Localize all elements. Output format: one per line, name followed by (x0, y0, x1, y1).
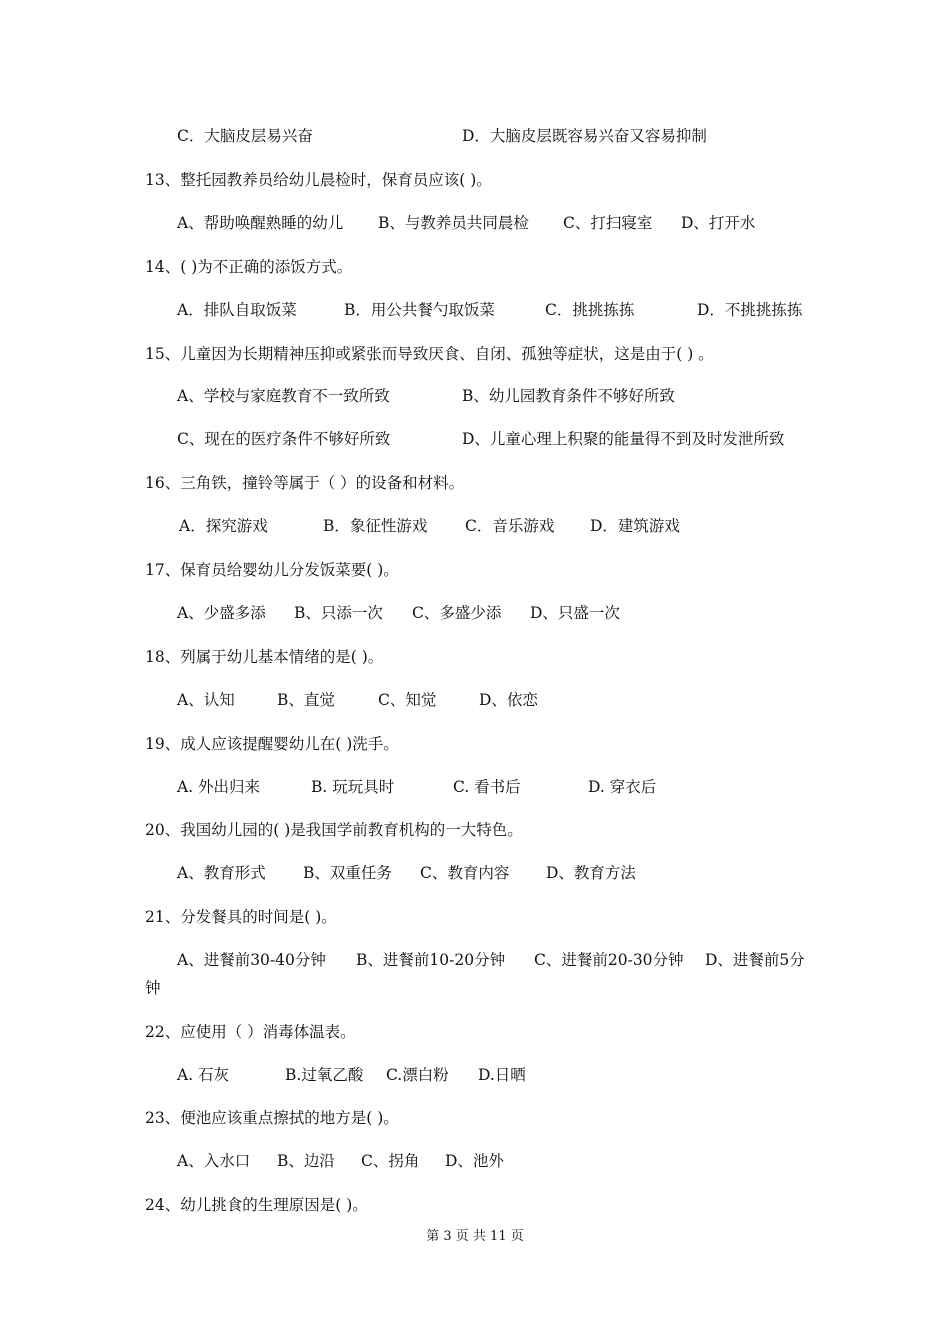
q22-option-c: C.漂白粉 (386, 1066, 449, 1084)
q16-option-a: A．探究游戏 (179, 517, 268, 535)
q17-option-d: D、只盛一次 (530, 604, 620, 622)
q18-option-d: D、依恋 (479, 691, 538, 709)
q16-option-d: D．建筑游戏 (590, 517, 680, 535)
q23-option-d: D、池外 (445, 1152, 504, 1170)
q15-stem: 15、儿童因为长期精神压抑或紧张而导致厌食、自闭、孤独等症状，这是由于( ) 。 (145, 345, 714, 363)
q22-stem: 22、应使用（ ）消毒体温表。 (145, 1023, 356, 1041)
q18-stem: 18、列属于幼儿基本情绪的是( )。 (145, 648, 384, 666)
q12-option-d: D．大脑皮层既容易兴奋又容易抑制 (462, 127, 707, 145)
q20-option-a: A、教育形式 (177, 864, 266, 882)
q20-option-d: D、教育方法 (546, 864, 636, 882)
q21-option-b: B、进餐前10-20分钟 (356, 951, 506, 969)
q19-option-d: D. 穿衣后 (588, 778, 657, 796)
q19-option-c: C. 看书后 (453, 778, 521, 796)
q17-option-b: B、只添一次 (294, 604, 383, 622)
q22-option-a: A. 石灰 (177, 1066, 230, 1084)
q20-stem: 20、我国幼儿园的( )是我国学前教育机构的一大特色。 (145, 821, 523, 839)
q15-option-d: D、儿童心理上积聚的能量得不到及时发泄所致 (462, 430, 785, 448)
q16-stem: 16、三角铁，撞铃等属于（ ）的设备和材料。 (145, 474, 465, 492)
q18-option-a: A、认知 (177, 691, 235, 709)
q18-option-b: B、直觉 (277, 691, 335, 709)
q19-stem: 19、成人应该提醒婴幼儿在( )洗手。 (145, 735, 399, 753)
q16-option-b: B．象征性游戏 (323, 517, 428, 535)
q23-option-c: C、拐角 (361, 1152, 420, 1170)
q15-option-c: C、现在的医疗条件不够好所致 (177, 430, 391, 448)
q15-option-b: B、幼儿园教育条件不够好所致 (462, 387, 675, 405)
q13-option-c: C、打扫寝室 (563, 214, 653, 232)
q21-stem: 21、分发餐具的时间是( )。 (145, 908, 337, 926)
q14-option-a: A．排队自取饭菜 (177, 301, 297, 319)
q21-wrap: 钟 (145, 979, 161, 997)
q23-option-a: A、入水口 (177, 1152, 251, 1170)
q13-option-d: D、打开水 (681, 214, 756, 232)
q13-option-a: A、帮助唤醒熟睡的幼儿 (177, 214, 344, 232)
q21-option-c: C、进餐前20-30分钟 (534, 951, 684, 969)
q24-stem: 24、幼儿挑食的生理原因是( )。 (145, 1196, 368, 1214)
q12-option-c: C．大脑皮层易兴奋 (177, 127, 313, 145)
q20-option-c: C、教育内容 (420, 864, 510, 882)
q21-option-d: D、进餐前5分 (705, 951, 805, 969)
q14-option-b: B．用公共餐勺取饭菜 (344, 301, 495, 319)
q23-stem: 23、便池应该重点擦拭的地方是( )。 (145, 1109, 399, 1127)
q13-option-b: B、与教养员共同晨检 (378, 214, 529, 232)
q23-option-b: B、边沿 (277, 1152, 335, 1170)
q14-stem: 14、( )为不正确的添饭方式。 (145, 258, 353, 276)
q19-option-a: A. 外出归来 (177, 778, 261, 796)
q19-option-b: B. 玩玩具时 (311, 778, 395, 796)
page-number: 第 3 页 共 11 页 (426, 1229, 524, 1244)
q17-option-c: C、多盛少添 (412, 604, 502, 622)
q14-option-d: D．不挑挑拣拣 (697, 301, 803, 319)
q18-option-c: C、知觉 (378, 691, 437, 709)
q17-option-a: A、少盛多添 (177, 604, 266, 622)
q13-stem: 13、整托园教养员给幼儿晨检时，保育员应该( )。 (145, 171, 492, 189)
q21-option-a: A、进餐前30-40分钟 (177, 951, 326, 969)
q17-stem: 17、保育员给婴幼儿分发饭菜要( )。 (145, 561, 399, 579)
q14-option-c: C．挑挑拣拣 (545, 301, 635, 319)
q15-option-a: A、学校与家庭教育不一致所致 (177, 387, 390, 405)
q22-option-d: D.日晒 (478, 1066, 526, 1084)
q22-option-b: B.过氧乙酸 (285, 1066, 364, 1084)
q16-option-c: C．音乐游戏 (465, 517, 555, 535)
q20-option-b: B、双重任务 (303, 864, 392, 882)
